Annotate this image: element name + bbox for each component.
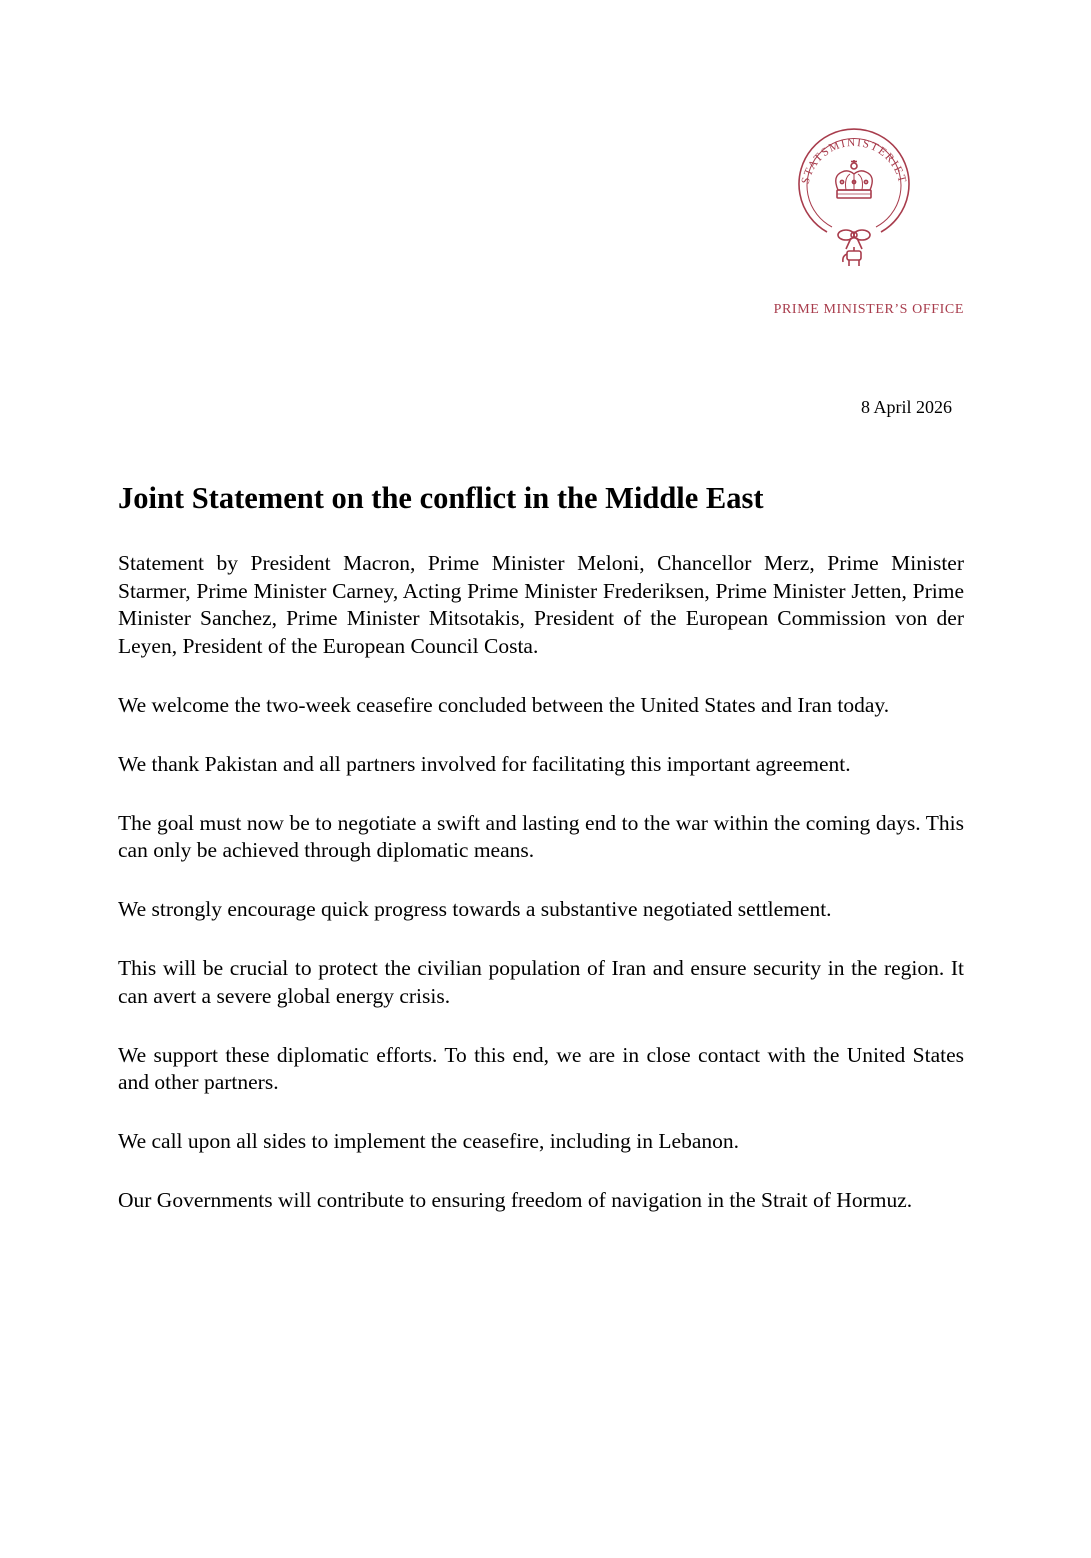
crown-icon	[836, 160, 873, 198]
statement-paragraph: This will be crucial to protect the civilian population of Iran and ensure security in the region. It can avert a severe global energy crisis.	[118, 956, 964, 1008]
statsministeriet-seal	[794, 128, 914, 273]
statement-paragraph: The goal must now be to negotiate a swift and lasting end to the war within the coming days. This can only be achieved through diplomatic means.	[118, 810, 964, 862]
statement-paragraph: We strongly encourage quick progress towards a substantive negotiated settlement.	[118, 897, 832, 921]
statement-body	[118, 550, 964, 1246]
seal-inscription: STATSMINISTERIET	[799, 136, 909, 186]
signatories-paragraph: Statement by President Macron, Prime Minister Meloni, Chancellor Merz, Prime Minister Starmer, Prime Minister Carney, Acting Prime Minister Frederiksen, Prime Minister Jetten, Prime Minister Sanchez, Prime Minister Mitsotakis, President of the European Commission von der Leyen, President of the European Council Costa.	[118, 551, 964, 658]
statement-paragraph: Our Governments will contribute to ensuring freedom of navigation in the Strait of Hormuz.	[118, 1188, 913, 1212]
office-name: PRIME MINISTER’S OFFICE	[773, 302, 964, 317]
statement-paragraph: We thank Pakistan and all partners involved for facilitating this important agreement.	[118, 751, 851, 776]
document-title: Joint Statement on the conflict in the Middle East	[118, 481, 764, 515]
statement-paragraph: We support these diplomatic efforts. To this end, we are in close contact with the United States and other partners.	[118, 1042, 964, 1094]
statement-paragraph: We welcome the two-week ceasefire concluded between the United States and Iran today.	[118, 692, 890, 717]
bow-icon	[838, 230, 870, 249]
document-date: 8 April 2026	[860, 397, 952, 417]
elephant-order-icon	[843, 247, 861, 266]
statement-paragraph: We call upon all sides to implement the ceasefire, including in Lebanon.	[118, 1129, 739, 1153]
